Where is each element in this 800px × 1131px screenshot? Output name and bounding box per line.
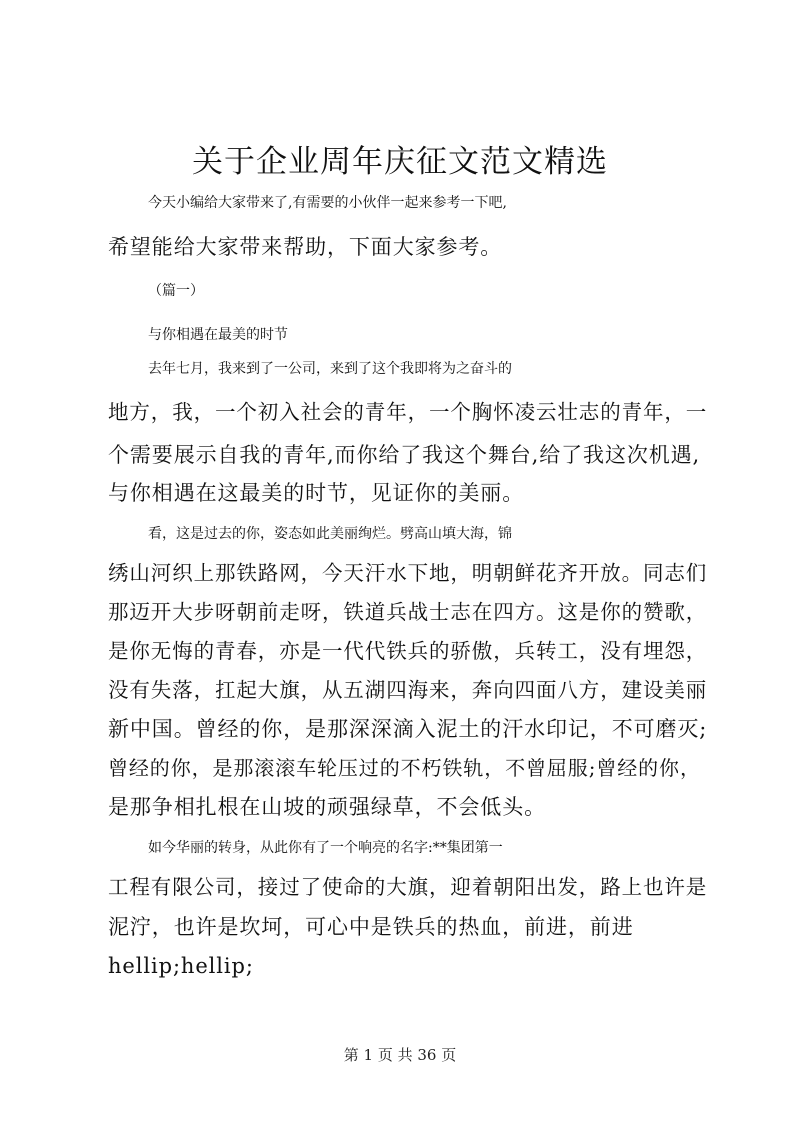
section-label: （篇一） (148, 283, 204, 299)
text-line: 看，这是过去的你，姿态如此美丽绚烂。劈高山填大海，锦 (148, 526, 512, 542)
section-heading: 与你相遇在最美的时节 (148, 327, 288, 343)
text-line: 是那争相扎根在山坡的顽强绿草，不会低头。 (108, 795, 546, 819)
text-line: 那迈开大步呀朝前走呀，铁道兵战士志在四方。这是你的赞歌， (108, 600, 708, 624)
page-number-footer: 第 1 页 共 36 页 (343, 1046, 457, 1064)
text-line: 个需要展示自我的青年,而你给了我这个舞台,给了我这次机遇, (108, 443, 701, 467)
text-line: 新中国。曾经的你，是那深深滴入泥土的汗水印记，不可磨灭; (108, 717, 708, 741)
text-line: 今天小编给大家带来了,有需要的小伙伴一起来参考一下吧, (148, 195, 507, 211)
text-line: 希望能给大家带来帮助，下面大家参考。 (108, 235, 503, 259)
text-line: 去年七月，我来到了一公司，来到了这个我即将为之奋斗的 (148, 361, 512, 377)
text-line: 绣山河织上那铁路网，今天汗水下地，明朝鲜花齐开放。同志们 (108, 561, 708, 585)
text-line: 曾经的你，是那滚滚车轮压过的不朽铁轨，不曾屈服;曾经的你， (108, 756, 701, 780)
text-line: 是你无悔的青春，亦是一代代铁兵的骄傲，兵转工，没有埋怨， (108, 639, 708, 663)
text-line: 地方，我，一个初入社会的青年，一个胸怀凌云壮志的青年，一 (108, 400, 708, 424)
text-line: hellip;hellip; (108, 954, 254, 978)
text-line: 没有失落，扛起大旗，从五湖四海来，奔向四面八方，建设美丽 (108, 678, 708, 702)
text-line: 工程有限公司，接过了使命的大旗，迎着朝阳出发，路上也许是 (108, 875, 708, 899)
text-line: 泥泞，也许是坎坷，可心中是铁兵的热血，前进，前进 (108, 915, 634, 939)
text-line: 如今华丽的转身，从此你有了一个响亮的名字:**集团第一 (148, 840, 503, 856)
text-line: 与你相遇在这最美的时节，见证你的美丽。 (108, 481, 525, 505)
document-title: 关于企业周年庆征文范文精选 (192, 144, 608, 180)
